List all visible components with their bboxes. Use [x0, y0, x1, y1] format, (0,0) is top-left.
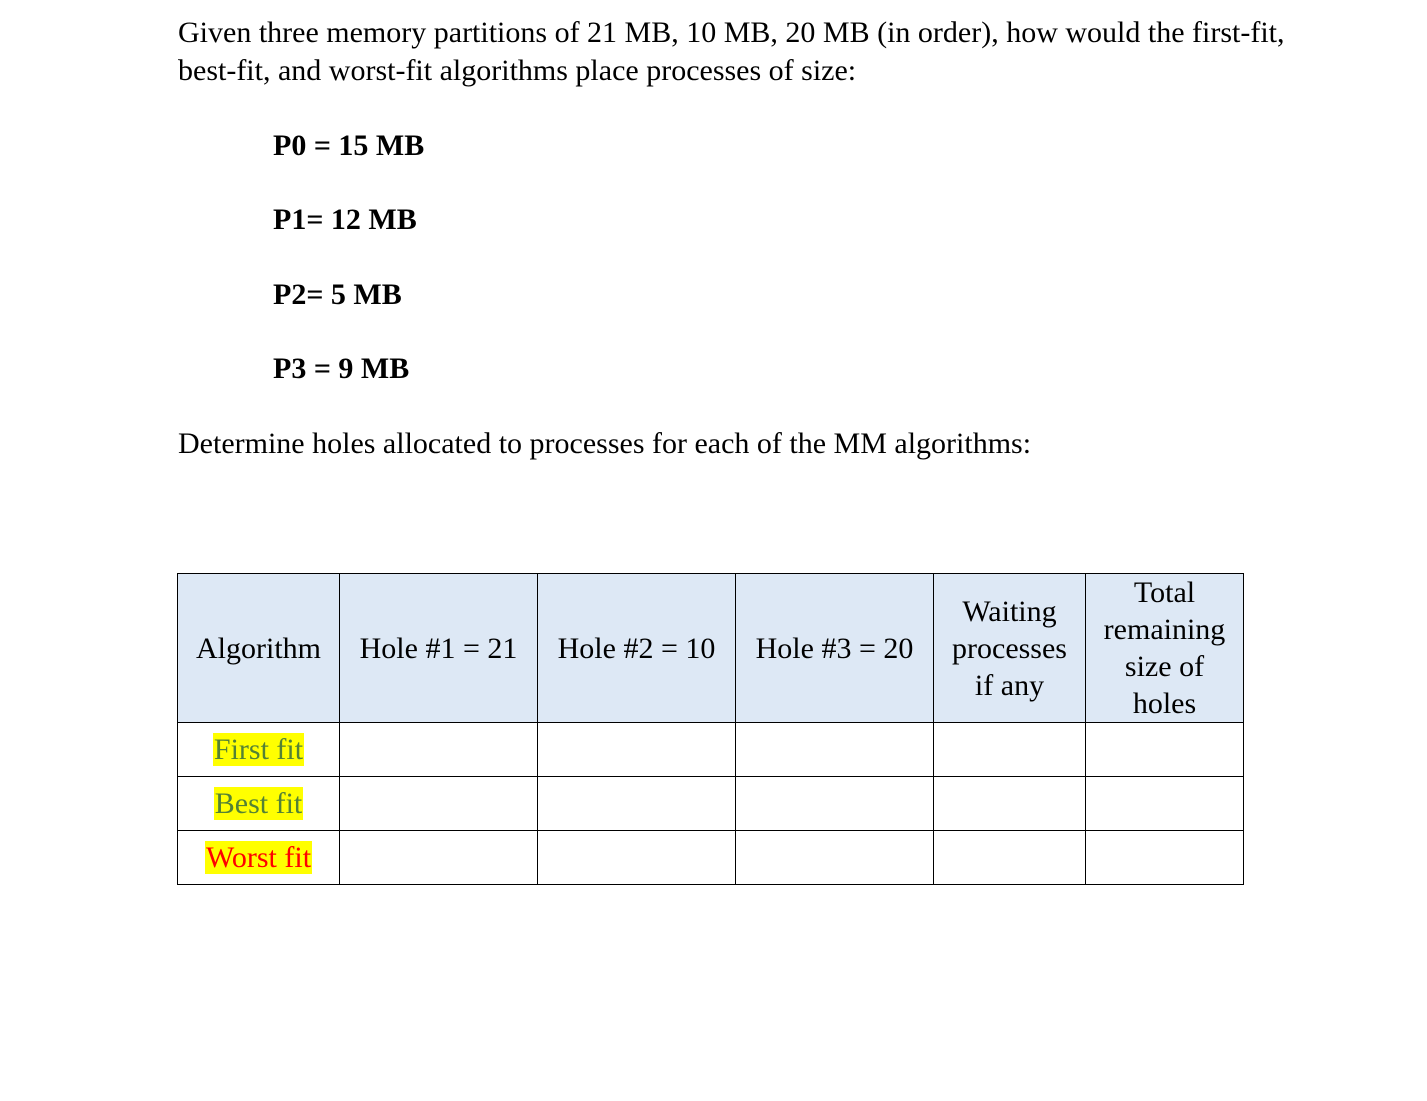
- table-cell[interactable]: [538, 777, 736, 831]
- table-cell[interactable]: [934, 831, 1086, 885]
- table-cell[interactable]: [538, 723, 736, 777]
- header-waiting-processes: [934, 574, 1086, 723]
- table-cell[interactable]: [340, 723, 538, 777]
- algorithm-label-worst-fit: Worst fit: [205, 840, 312, 874]
- process-p1: P1= 12 MB: [273, 203, 417, 236]
- table-cell[interactable]: [934, 777, 1086, 831]
- table-cell[interactable]: [1086, 831, 1244, 885]
- table-row-worst-fit: [178, 831, 1244, 885]
- table-row-best-fit: [178, 777, 1244, 831]
- header-waiting-processes-label: Waiting processes if any: [952, 594, 1067, 702]
- header-algorithm: Algorithm: [178, 574, 340, 723]
- table-cell[interactable]: [1086, 723, 1244, 777]
- header-hole-2: Hole #2 = 10: [538, 574, 736, 723]
- row-label-cell: [178, 723, 340, 777]
- determine-instruction: Determine holes allocated to processes for each of the MM algorithms:: [178, 427, 1032, 460]
- question-intro: Given three memory partitions of 21 MB, 10 MB, 20 MB (in order), how would the first-fit, best-fit, and worst-fit algorithms place processes of size:: [178, 16, 1285, 87]
- table-cell[interactable]: [1086, 777, 1244, 831]
- algorithm-label-first-fit: First fit: [213, 732, 304, 766]
- header-hole-3: Hole #3 = 20: [736, 574, 934, 723]
- table-cell[interactable]: [736, 831, 934, 885]
- table-cell[interactable]: [934, 723, 1086, 777]
- table-header-row: [178, 574, 1244, 723]
- table-row-first-fit: [178, 723, 1244, 777]
- row-label-cell: [178, 777, 340, 831]
- header-total-remaining: [1086, 574, 1244, 723]
- table-cell[interactable]: [340, 777, 538, 831]
- row-label-cell: [178, 831, 340, 885]
- process-p3: P3 = 9 MB: [273, 352, 410, 385]
- process-p0: P0 = 15 MB: [273, 129, 425, 162]
- header-total-remaining-label: Total remaining size of holes: [1103, 576, 1226, 720]
- process-p2: P2= 5 MB: [273, 278, 402, 311]
- table-cell[interactable]: [736, 723, 934, 777]
- allocation-table: [177, 573, 1244, 885]
- header-hole-1: Hole #1 = 21: [340, 574, 538, 723]
- algorithm-label-best-fit: Best fit: [214, 786, 303, 820]
- table-cell[interactable]: [340, 831, 538, 885]
- table-cell[interactable]: [736, 777, 934, 831]
- table-cell[interactable]: [538, 831, 736, 885]
